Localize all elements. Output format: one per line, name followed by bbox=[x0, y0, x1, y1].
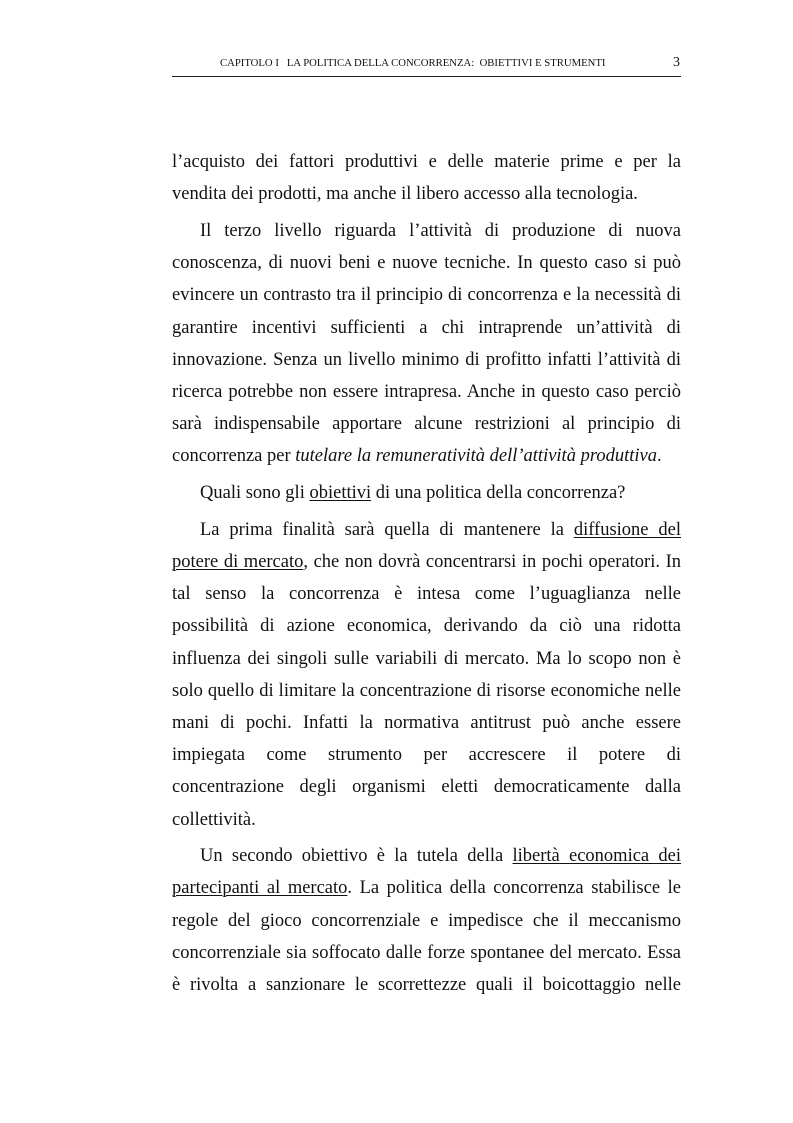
text-line: possibilità di azione economica, derivando da ciò una ridotta bbox=[172, 616, 681, 637]
text-line bbox=[172, 440, 681, 472]
text-line: regole del gioco concorrenziale e impedisce che il meccanismo bbox=[172, 910, 681, 931]
text-segment: La prima finalità sarà quella di mantenere la bbox=[200, 519, 574, 540]
text-line: tal senso la concorrenza è intesa come l’uguaglianza nelle bbox=[172, 584, 681, 605]
text-line: impiegata come strumento per accrescere il potere di bbox=[172, 745, 681, 766]
body-text bbox=[172, 146, 681, 1006]
text-line bbox=[172, 872, 681, 904]
text-line: solo quello di limitare la concentrazione di risorse economiche nelle bbox=[172, 680, 681, 701]
text-line: garantire incentivi sufficienti a chi intraprende un’attività di bbox=[172, 317, 681, 338]
text-line bbox=[172, 546, 681, 578]
running-header-title: CAPITOLO I LA POLITICA DELLA CONCORRENZA: OBIETTIVI E STRUMENTI bbox=[220, 57, 606, 69]
header-rule bbox=[172, 76, 681, 77]
italic-text: tutelare la remuneratività dell’attività produttiva bbox=[295, 446, 657, 467]
page-number: 3 bbox=[673, 55, 680, 70]
text-segment: . La politica della concorrenza stabilisce le bbox=[347, 878, 681, 899]
text-line: sarà indispensabile apportare alcune restrizioni al principio di bbox=[172, 414, 681, 435]
text-line: concorrenziale sia soffocato dalle forze spontanee del mercato. Essa bbox=[172, 942, 681, 963]
text-line: concentrazione degli organismi eletti democraticamente dalla bbox=[172, 777, 681, 798]
underlined-text: partecipanti al mercato bbox=[172, 878, 348, 899]
text-line: l’acquisto dei fattori produttivi e delle materie prime e per la bbox=[172, 152, 681, 172]
paragraph bbox=[172, 146, 681, 210]
text-line: mani di pochi. Infatti la normativa antitrust può anche essere bbox=[172, 712, 681, 733]
text-line: influenza dei singoli sulle variabili di mercato. Ma lo scopo non è bbox=[172, 648, 681, 669]
text-line bbox=[172, 514, 681, 546]
text-line bbox=[172, 840, 681, 872]
underlined-text: obiettivi bbox=[309, 483, 372, 504]
text-line: conoscenza, di nuovi beni e nuove tecniche. In questo caso si può bbox=[172, 253, 681, 274]
paragraph bbox=[172, 215, 681, 473]
paragraph bbox=[172, 514, 681, 836]
text-line: Il terzo livello riguarda l’attività di produzione di nuova bbox=[200, 220, 681, 241]
text-line bbox=[172, 477, 681, 509]
text-line: vendita dei prodotti, ma anche il libero accesso alla tecnologia. bbox=[172, 184, 638, 205]
text-line: ricerca potrebbe non essere intrapresa. Anche in questo caso perciò bbox=[172, 381, 681, 402]
underlined-text: potere di mercato bbox=[172, 551, 304, 572]
text-segment: Quali sono gli bbox=[200, 483, 310, 504]
text-segment: di una politica della concorrenza? bbox=[371, 483, 626, 504]
text-line: evincere un contrasto tra il principio di concorrenza e la necessità di bbox=[172, 285, 681, 306]
text-line: è rivolta a sanzionare le scorrettezze quali il boicottaggio nelle bbox=[172, 975, 681, 996]
text-segment: , che non dovrà concentrarsi in pochi operatori. In bbox=[303, 551, 681, 572]
text-segment: Un secondo obiettivo è la tutela della bbox=[200, 846, 513, 867]
text-line: collettività. bbox=[172, 809, 256, 830]
underlined-text: libertà economica dei bbox=[512, 846, 681, 867]
text-line: innovazione. Senza un livello minimo di profitto infatti l’attività di bbox=[172, 349, 681, 370]
paragraph bbox=[172, 477, 681, 509]
paragraph bbox=[172, 840, 681, 1001]
text-segment: concorrenza per bbox=[172, 446, 296, 467]
underlined-text: diffusione del bbox=[573, 519, 681, 540]
text-segment: . bbox=[656, 446, 662, 467]
